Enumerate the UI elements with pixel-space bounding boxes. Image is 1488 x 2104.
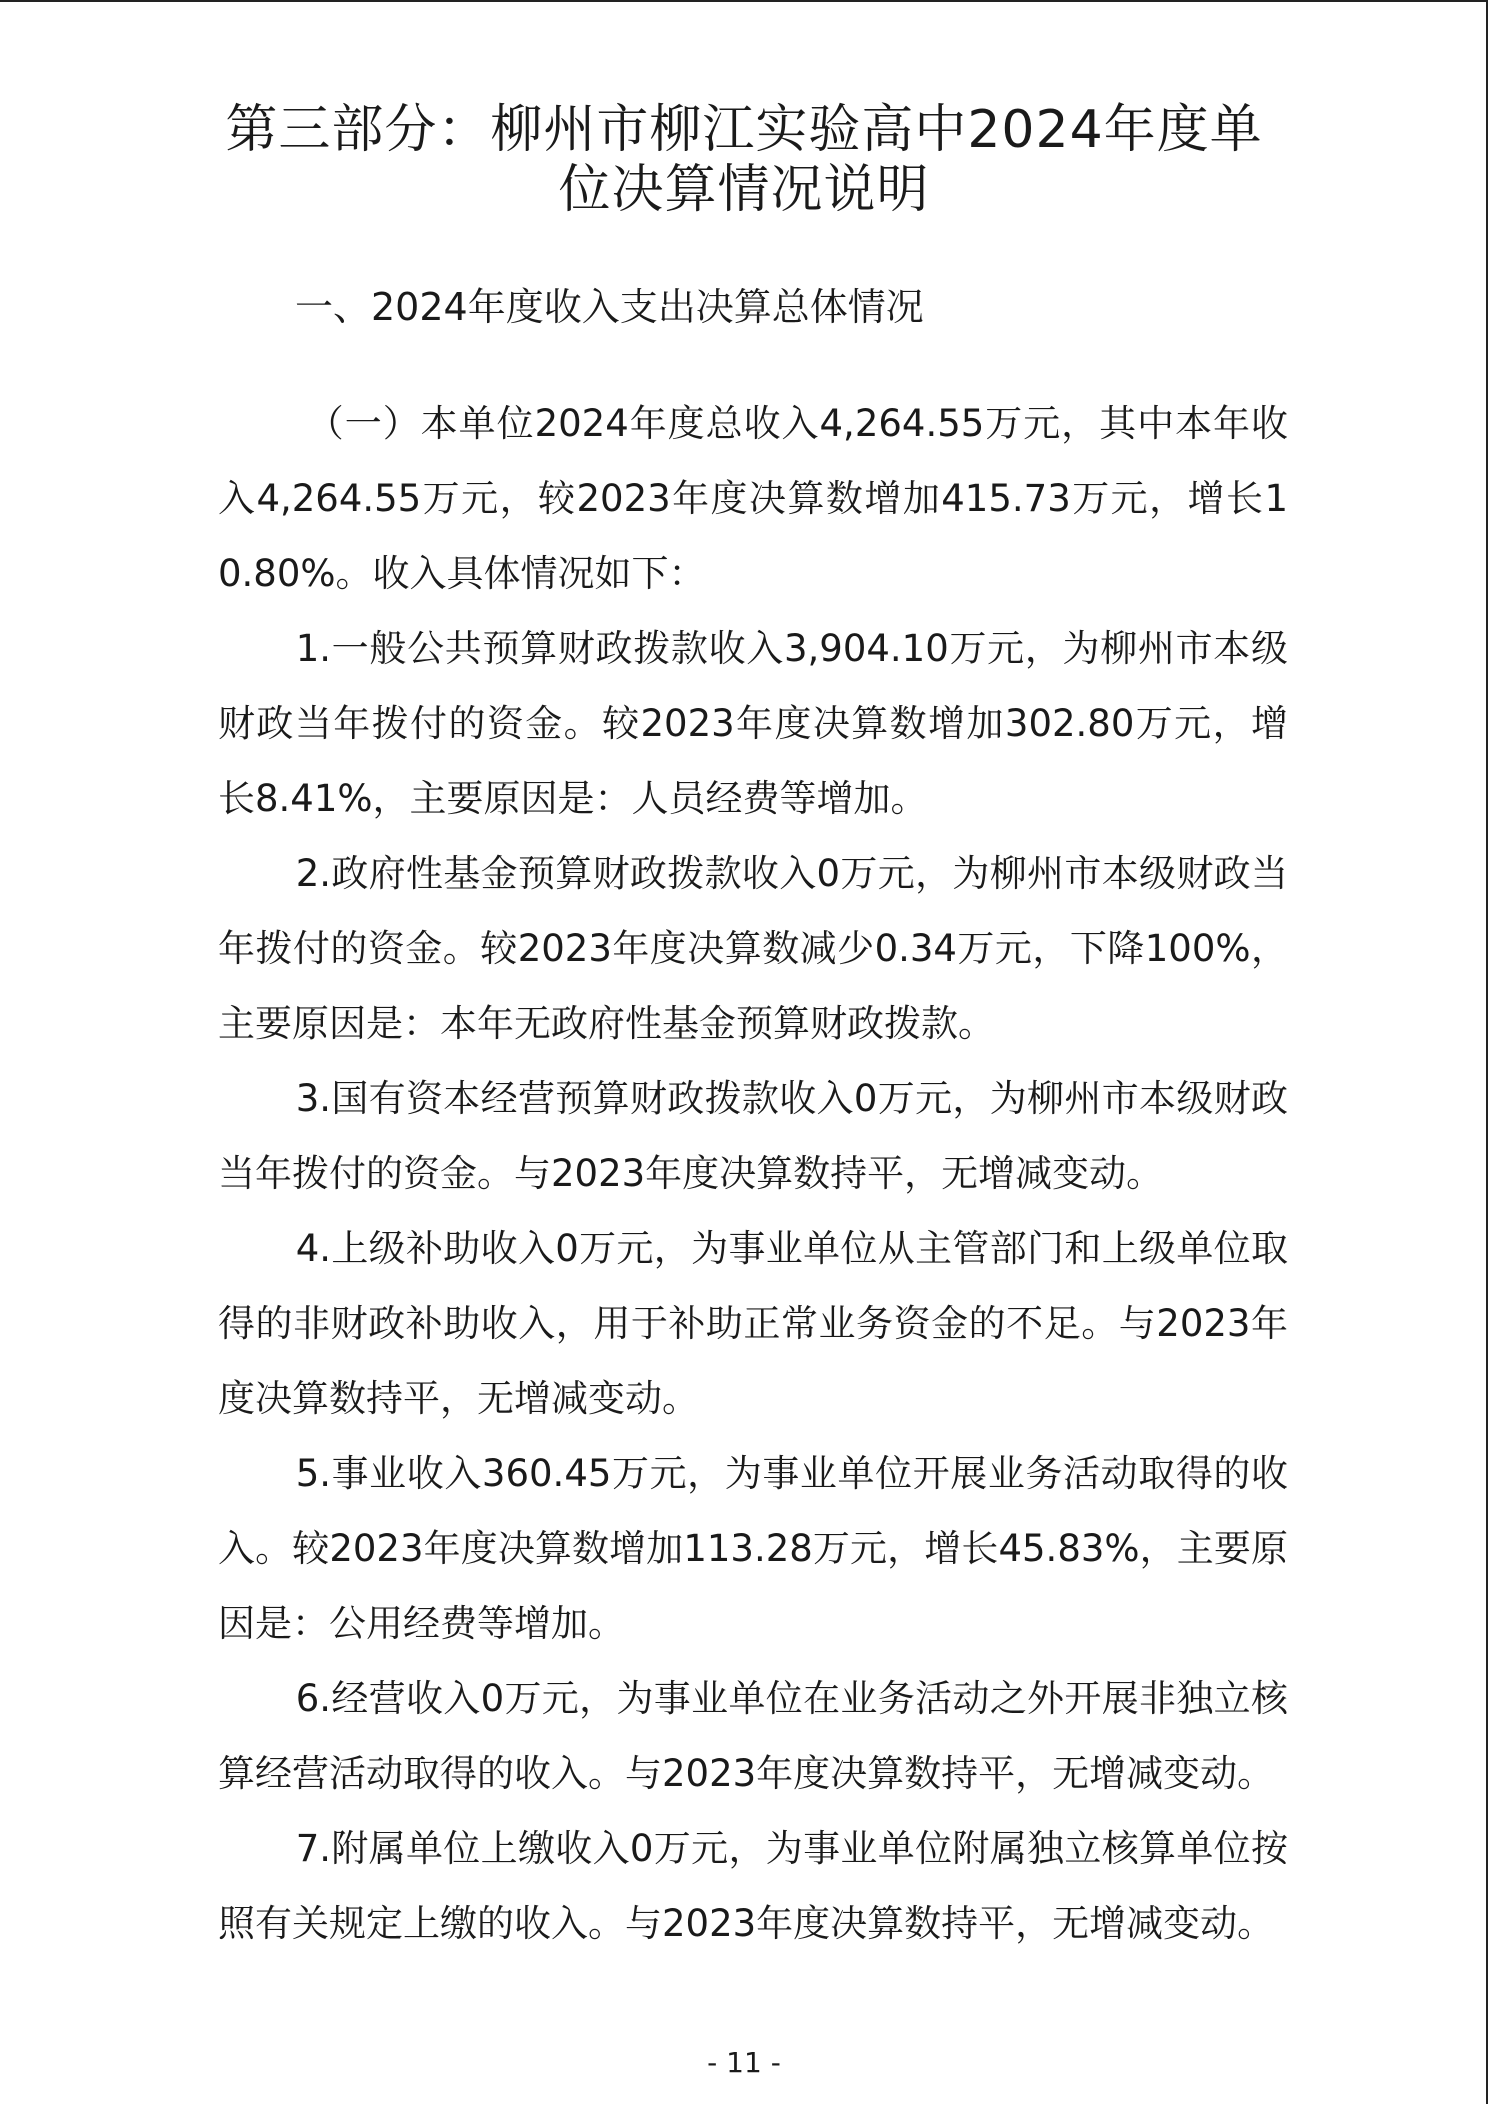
paragraph-affiliate-income: 7.附属单位上缴收入0万元，为事业单位附属独立核算单位按照有关规定上缴的收入。与2023年度决算数持平，无增减变动。 [218, 1827, 1288, 1945]
document-title: 第三部分：柳州市柳江实验高中2024年度单位决算情况说明 [225, 100, 1263, 220]
paragraph-state-capital: 3.国有资本经营预算财政拨款收入0万元，为柳州市本级财政当年拨付的资金。与2023年度决算数持平，无增减变动。 [218, 1077, 1288, 1195]
paragraph-government-fund: 2.政府性基金预算财政拨款收入0万元，为柳州市本级财政当年拨付的资金。较2023年度决算数减少0.34万元，下降100%，主要原因是：本年无政府性基金预算财政拨款。 [218, 852, 1288, 1045]
page-number: - 11 - [707, 2046, 781, 2079]
paragraph-superior-subsidy: 4.上级补助收入0万元，为事业单位从主管部门和上级单位取得的非财政补助收入，用于补助正常业务资金的不足。与2023年度决算数持平，无增减变动。 [218, 1227, 1288, 1420]
paragraph-business-income: 5.事业收入360.45万元，为事业单位开展业务活动取得的收入。较2023年度决算数增加113.28万元，增长45.83%，主要原因是：公用经费等增加。 [218, 1452, 1288, 1645]
paragraph-operating-income: 6.经营收入0万元，为事业单位在业务活动之外开展非独立核算经营活动取得的收入。与2023年度决算数持平，无增减变动。 [218, 1677, 1288, 1795]
section-heading: 一、2024年度收入支出决算总体情况 [295, 285, 924, 329]
paragraph-general-budget: 1.一般公共预算财政拨款收入3,904.10万元，为柳州市本级财政当年拨付的资金。较2023年度决算数增加302.80万元，增长8.41%，主要原因是：人员经费等增加。 [218, 627, 1288, 820]
paragraph-total-income: （一）本单位2024年度总收入4,264.55万元，其中本年收入4,264.55万元，较2023年度决算数增加415.73万元，增长10.80%。收入具体情况如下： [218, 402, 1288, 595]
body-text [218, 386, 1288, 1961]
